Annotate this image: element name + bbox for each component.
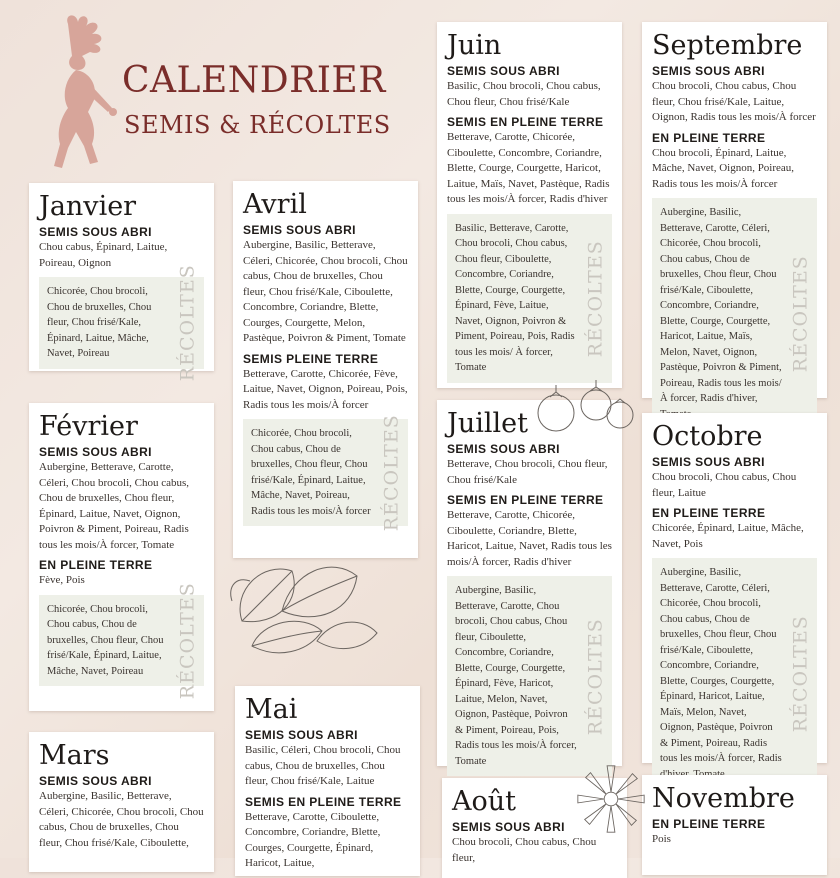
recoltes-text: Basilic, Betterave, Carotte, Chou brocoli, Chou cabus, Chou fleur, Ciboulette, Concombre, Coriandre, Blette, Courge, Courgette, Épinard, Fève, Laitue, Navet, Oignon, Poivron & Piment, Poireau, Pois, Radis tous les mois/ À forcer, Tomate [455,222,575,374]
section-text: Betterave, Carotte, Chicorée, Fève, Laitue, Navet, Oignon, Poireau, Pois, Radis tous les mois/À forcer [243,367,408,411]
month-title: Janvier [39,191,137,222]
recoltes-text: Aubergine, Basilic, Betterave, Carotte, Céleri, Chicorée, Chou brocoli, Chou cabus, Chou de bruxelles, Chou fleur, Chou frisé/Kale, Ciboulette, Concombre, Coriandre, Blette, Courges, Courgette, Épinard, Haricot, Laitue, Maïs, Melon, Navet, Oignon, Pastèque, Poivron & Piment, Poireau, Radis tous les mois/À forcer, Radis [660,567,782,765]
section-title: SEMIS SOUS ABRI [447,442,560,457]
page-subtitle: SEMIS & RÉCOLTES [124,111,391,139]
section-title: SEMIS SOUS ABRI [652,455,765,470]
section-text: Basilic, Chou brocoli, Chou cabus, Chou fleur, Chou frisé/Kale [447,80,601,108]
section-text: Betterave, Carotte, Chicorée, Ciboulette, Concombre, Coriandre, Blette, Courge, Courgette, Haricot, Laitue, Maïs, Navet, Pastèque, Radis tous les mois/À forcer, Radis d'hiver [447,131,610,206]
recoltes-box [447,576,612,776]
section-text: Aubergine, Basilic, Betterave, Céleri, Chicorée, Chou brocoli, Chou cabus, Chou de bruxelles, Chou fleur, Chou frisé/Kale, Ciboulette, Concombre, Coriandre, Blette, Courges, Courgette, Melon, Pastèque, Poivron & Piment, Tomate [243,239,408,345]
month-title: Juin [447,30,502,61]
month-card-septembre [642,22,827,405]
section-title: EN PLEINE TERRE [652,506,766,521]
section-title: SEMIS PLEINE TERRE [243,351,379,366]
page-title: CALENDRIER [122,60,386,101]
month-title: Février [39,411,138,442]
recoltes-text: Aubergine, Basilic, Betterave, Carotte, Céleri, Chicorée, Chou brocoli, Chou cabus, Chou de bruxelles, Chou fleur, Chou frisé/Kale, Ciboulette, Concombre, Coriandre, Blette, Courge, Courgette, Haricot, Laitue, Maïs, Melon, Navet, Oignon, Pastèque, Poivron & Piment, Poireau, Radis tous les mois/À forcer, Radis d'hiver, [660,207,782,405]
month-card-juillet [437,400,622,766]
section-title: SEMIS SOUS ABRI [652,64,765,79]
section-title: SEMIS SOUS ABRI [39,225,152,240]
recoltes-text: Chicorée, Chou brocoli, Chou cabus, Chou de bruxelles, Chou fleur, Chou frisé/Kale, Épinard, Laitue, Mâche, Navet, Poireau, Radis tous les mois/À forcer [251,428,371,517]
spinach-leaves-icon [222,540,382,662]
section-text: Betterave, Chou brocoli, Chou fleur, Chou frisé/Kale [447,458,608,486]
recoltes-label: RÉCOLTES [789,615,812,733]
month-card-fevrier [29,403,214,711]
section-text: Fève, Pois [39,574,85,587]
section-text: Chou brocoli, Chou cabus, Chou fleur, [452,836,597,864]
section-title: SEMIS EN PLEINE TERRE [447,493,604,508]
section-title: SEMIS SOUS ABRI [39,774,152,789]
section-title: SEMIS SOUS ABRI [243,223,356,238]
month-card-octobre [642,413,827,763]
section-text: Chou brocoli, Épinard, Laitue, Mâche, Navet, Oignon, Poireau, Radis tous les mois/À forcer [652,146,795,190]
section-text: Chou brocoli, Chou cabus, Chou fleur, Laitue [652,471,797,499]
recoltes-label: RÉCOLTES [380,414,403,532]
month-card-janvier [29,183,214,382]
section-text: Basilic, Céleri, Chou brocoli, Chou cabus, Chou de bruxelles, Chou fleur, Chou frisé/Kale, Laitue [245,744,401,788]
month-card-mai [235,686,420,876]
section-title: EN PLEINE TERRE [652,817,766,832]
month-card-juin [437,22,622,388]
recoltes-box [652,198,817,429]
section-text: Betterave, Carotte, Chicorée, Ciboulette, Coriandre, Blette, Haricot, Laitue, Navet, Radis tous les mois/À forcer, Radis d'hiver [447,509,612,568]
month-card-avril [233,181,418,558]
month-title: Juillet [447,408,528,439]
flute-player-figure-icon [28,12,123,174]
recoltes-label: RÉCOLTES [584,239,607,357]
recoltes-box [39,264,204,382]
section-text: Pois [652,833,671,846]
month-title: Avril [243,189,307,220]
recoltes-text: Chicorée, Chou brocoli, Chou de bruxelles, Chou fleur, Chou frisé/Kale, Épinard, Laitue, Mâche, Navet, Poireau [47,286,152,360]
section-title: EN PLEINE TERRE [39,558,153,573]
recoltes-label: RÉCOLTES [789,255,812,373]
recoltes-text: Chicorée, Chou brocoli, Chou cabus, Chou de bruxelles, Chou fleur, Chou frisé/Kale, Épinard, Laitue, Mâche, Navet, Poireau [47,603,164,677]
recoltes-text: Aubergine, Basilic, Betterave, Carotte, Chou brocoli, Chou cabus, Chou fleur, Ciboulette, Concombre, Coriandre, Blette, Courge, Courgette, Épinard, Fève, Haricot, Laitue, Melon, Navet, Oignon, Pastèque, Poivron & Piment, Poireau, Pois, Radis tous les mois/À forcer, Tomate [455,585,577,767]
recoltes-label: RÉCOLTES [584,617,607,735]
month-title: Octobre [652,421,763,452]
recoltes-box [39,582,204,700]
section-title: SEMIS SOUS ABRI [245,728,358,743]
recoltes-box [243,414,408,532]
month-card-novembre [642,775,827,875]
month-title: Septembre [652,30,803,61]
month-card-aout [442,778,627,878]
section-text: Chicorée, Épinard, Laitue, Mâche, Navet, Pois [652,522,804,550]
section-text: Chou brocoli, Chou cabus, Chou fleur, Chou frisé/Kale, Laitue, Oignon, Radis tous les mois/À forcer [652,80,816,124]
section-text: Chou cabus, Épinard, Laitue, Poireau, Oignon [39,241,168,269]
month-card-mars [29,732,214,872]
month-title: Août [452,786,516,817]
section-text: Betterave, Carotte, Ciboulette, Concombre, Coriandre, Blette, Courges, Courgette, Épinard, Haricot, Laitue, [245,810,381,870]
section-title: SEMIS SOUS ABRI [452,820,565,835]
section-text: Aubergine, Basilic, Betterave, Céleri, Chicorée, Chou brocoli, Chou cabus, Chou de bruxelles, Chou fleur, Chou frisé/Kale, Ciboulette, [39,790,204,849]
section-title: SEMIS EN PLEINE TERRE [447,115,604,130]
recoltes-box [652,558,817,789]
month-title: Novembre [652,783,795,814]
recoltes-box [447,214,612,383]
section-text: Aubergine, Betterave, Carotte, Céleri, Chou brocoli, Chou cabus, Chou de bruxelles, Chou fleur, Épinard, Laitue, Navet, Oignon, Poivron & Piment, Poireau, Radis tous les mois/À forcer, Tomate [39,461,190,551]
section-title: SEMIS SOUS ABRI [447,64,560,79]
section-title: SEMIS SOUS ABRI [39,445,152,460]
recoltes-label: RÉCOLTES [176,264,199,382]
section-title: SEMIS EN PLEINE TERRE [245,794,402,809]
month-title: Mai [245,694,298,725]
section-title: EN PLEINE TERRE [652,130,766,145]
month-title: Mars [39,740,110,771]
recoltes-label: RÉCOLTES [176,582,199,700]
